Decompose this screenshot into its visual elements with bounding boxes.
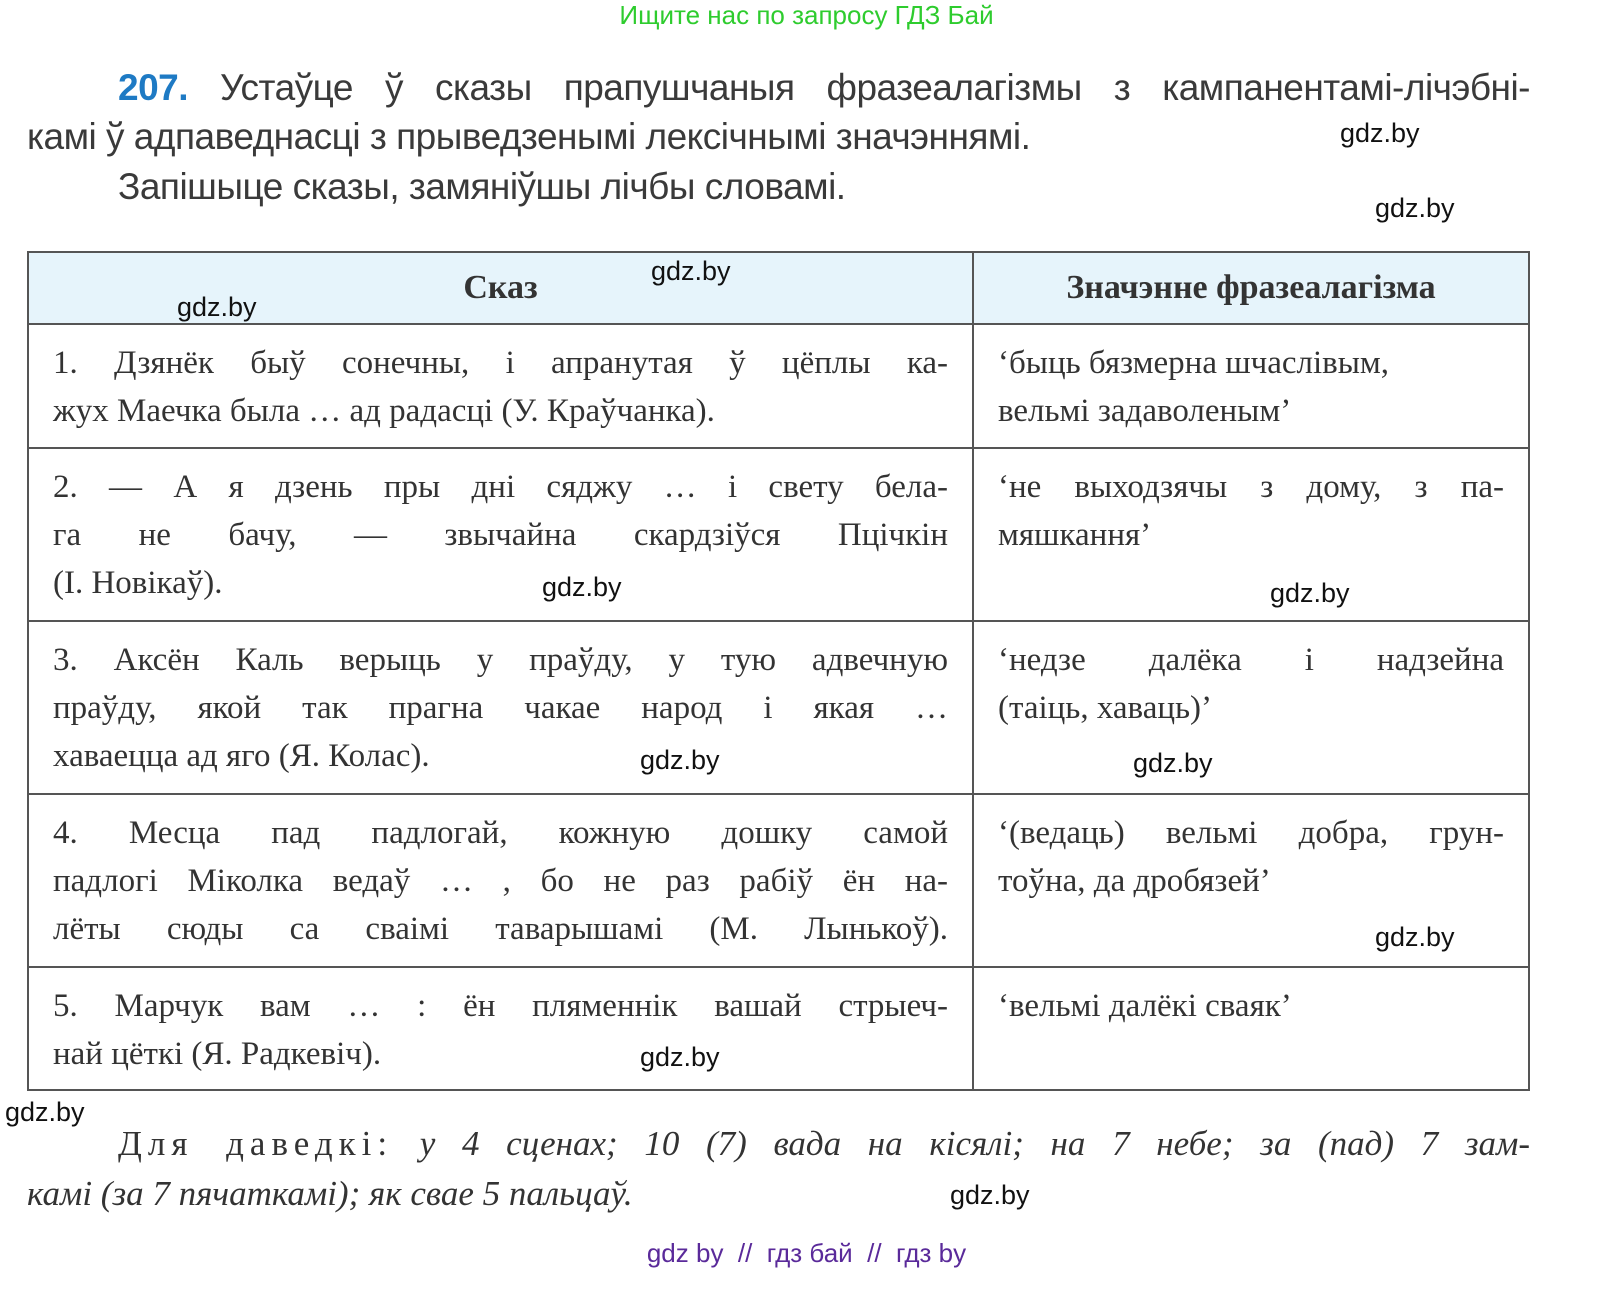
watermark: gdz.by bbox=[1340, 118, 1420, 148]
line: вельмі задаволеным’ bbox=[998, 393, 1292, 429]
table-row bbox=[28, 324, 1529, 448]
watermark: gdz.by bbox=[1375, 922, 1455, 952]
line: ‘быць бязмерна шчаслівым, bbox=[998, 345, 1390, 381]
line: 2. — А я дзень пры дні сяджу … і свету бела- bbox=[53, 469, 948, 505]
task-text-line: Запішыце сказы, замяніўшы лічбы словамі. bbox=[118, 166, 846, 207]
phraseology-table bbox=[27, 251, 1530, 1091]
sentence-cell bbox=[28, 967, 973, 1090]
line: 5. Марчук вам … : ён пляменнік вашай стрыеч- bbox=[53, 988, 948, 1024]
line: тоўна, да дробязей’ bbox=[998, 863, 1271, 899]
sentence-cell bbox=[28, 621, 973, 794]
table-row bbox=[28, 967, 1529, 1090]
line: (таіць, хаваць)’ bbox=[998, 690, 1213, 726]
reference-text-line: у 4 сценах; 10 (7) вада на кісялі; на 7 небе; за (пад) 7 зам- bbox=[419, 1124, 1530, 1163]
watermark: gdz.by bbox=[640, 745, 720, 775]
table-row bbox=[28, 621, 1529, 794]
line: 3. Аксён Каль верыць у праўду, у тую адвечную bbox=[53, 642, 948, 678]
line: хаваецца ад яго (Я. Колас). bbox=[53, 738, 430, 774]
line: ‘не выходзячы з дому, з па- bbox=[998, 469, 1504, 505]
meaning-cell bbox=[973, 448, 1529, 621]
line: (І. Новікаў). bbox=[53, 565, 223, 601]
sentence-cell bbox=[28, 448, 973, 621]
line: 4. Месца пад падлогай, кожную дошку самой bbox=[53, 815, 948, 851]
watermark: gdz.by bbox=[950, 1180, 1030, 1210]
meaning-cell bbox=[973, 967, 1529, 1090]
watermark: gdz.by bbox=[542, 572, 622, 602]
line: падлогі Міколка ведаў … , бо не раз рабіў ён на- bbox=[53, 863, 948, 899]
table-row bbox=[28, 794, 1529, 967]
search-hint: Ищите нас по запросу ГДЗ Бай bbox=[619, 0, 994, 30]
header-sentence: Сказ bbox=[28, 252, 973, 324]
line: мяшкання’ bbox=[998, 517, 1152, 553]
line: най цёткі (Я. Радкевіч). bbox=[53, 1036, 382, 1072]
line: лёты сюды са сваімі таварышамі (М. Лынькоў). bbox=[53, 911, 948, 947]
footer-watermark: gdz by // гдз бай // гдз by bbox=[646, 1238, 967, 1268]
watermark: gdz.by bbox=[651, 256, 731, 286]
line: жух Маечка была … ад радасці (У. Краўчанка). bbox=[53, 393, 715, 429]
watermark: gdz.by bbox=[1133, 748, 1213, 778]
watermark: gdz.by bbox=[5, 1097, 85, 1127]
watermark: gdz.by bbox=[177, 292, 257, 322]
line: ‘вельмі далёкі сваяк’ bbox=[998, 988, 1292, 1024]
header-meaning: Значэнне фразеалагізма bbox=[973, 252, 1529, 324]
reference-text-line: камі (за 7 пячаткамі); як свае 5 пальцаў. bbox=[27, 1174, 633, 1213]
line: праўду, якой так прагна чакае народ і якая … bbox=[53, 690, 948, 726]
line: 1. Дзянёк быў сонечны, і апранутая ў цёплы ка- bbox=[53, 345, 948, 381]
line: ‘недзе далёка і надзейна bbox=[998, 642, 1504, 678]
watermark: gdz.by bbox=[1375, 193, 1455, 223]
watermark: gdz.by bbox=[1270, 578, 1350, 608]
task-text-line: Устаўце ў сказы прапушчаныя фразеалагізмы з кампанентамі-лічэбні- bbox=[220, 67, 1530, 108]
sentence-cell bbox=[28, 794, 973, 967]
task-number: 207. bbox=[118, 67, 189, 108]
reference-label: Для даведкі: bbox=[118, 1124, 394, 1163]
task-text-line: камі ў адпаведнасці з прыведзенымі лексічнымі значэннямі. bbox=[27, 116, 1031, 157]
line: ‘(ведаць) вельмі добра, грун- bbox=[998, 815, 1504, 851]
meaning-cell bbox=[973, 621, 1529, 794]
line: га не бачу, — звычайна скардзіўся Пцічкін bbox=[53, 517, 948, 553]
watermark: gdz.by bbox=[640, 1042, 720, 1072]
sentence-cell bbox=[28, 324, 973, 448]
meaning-cell bbox=[973, 324, 1529, 448]
